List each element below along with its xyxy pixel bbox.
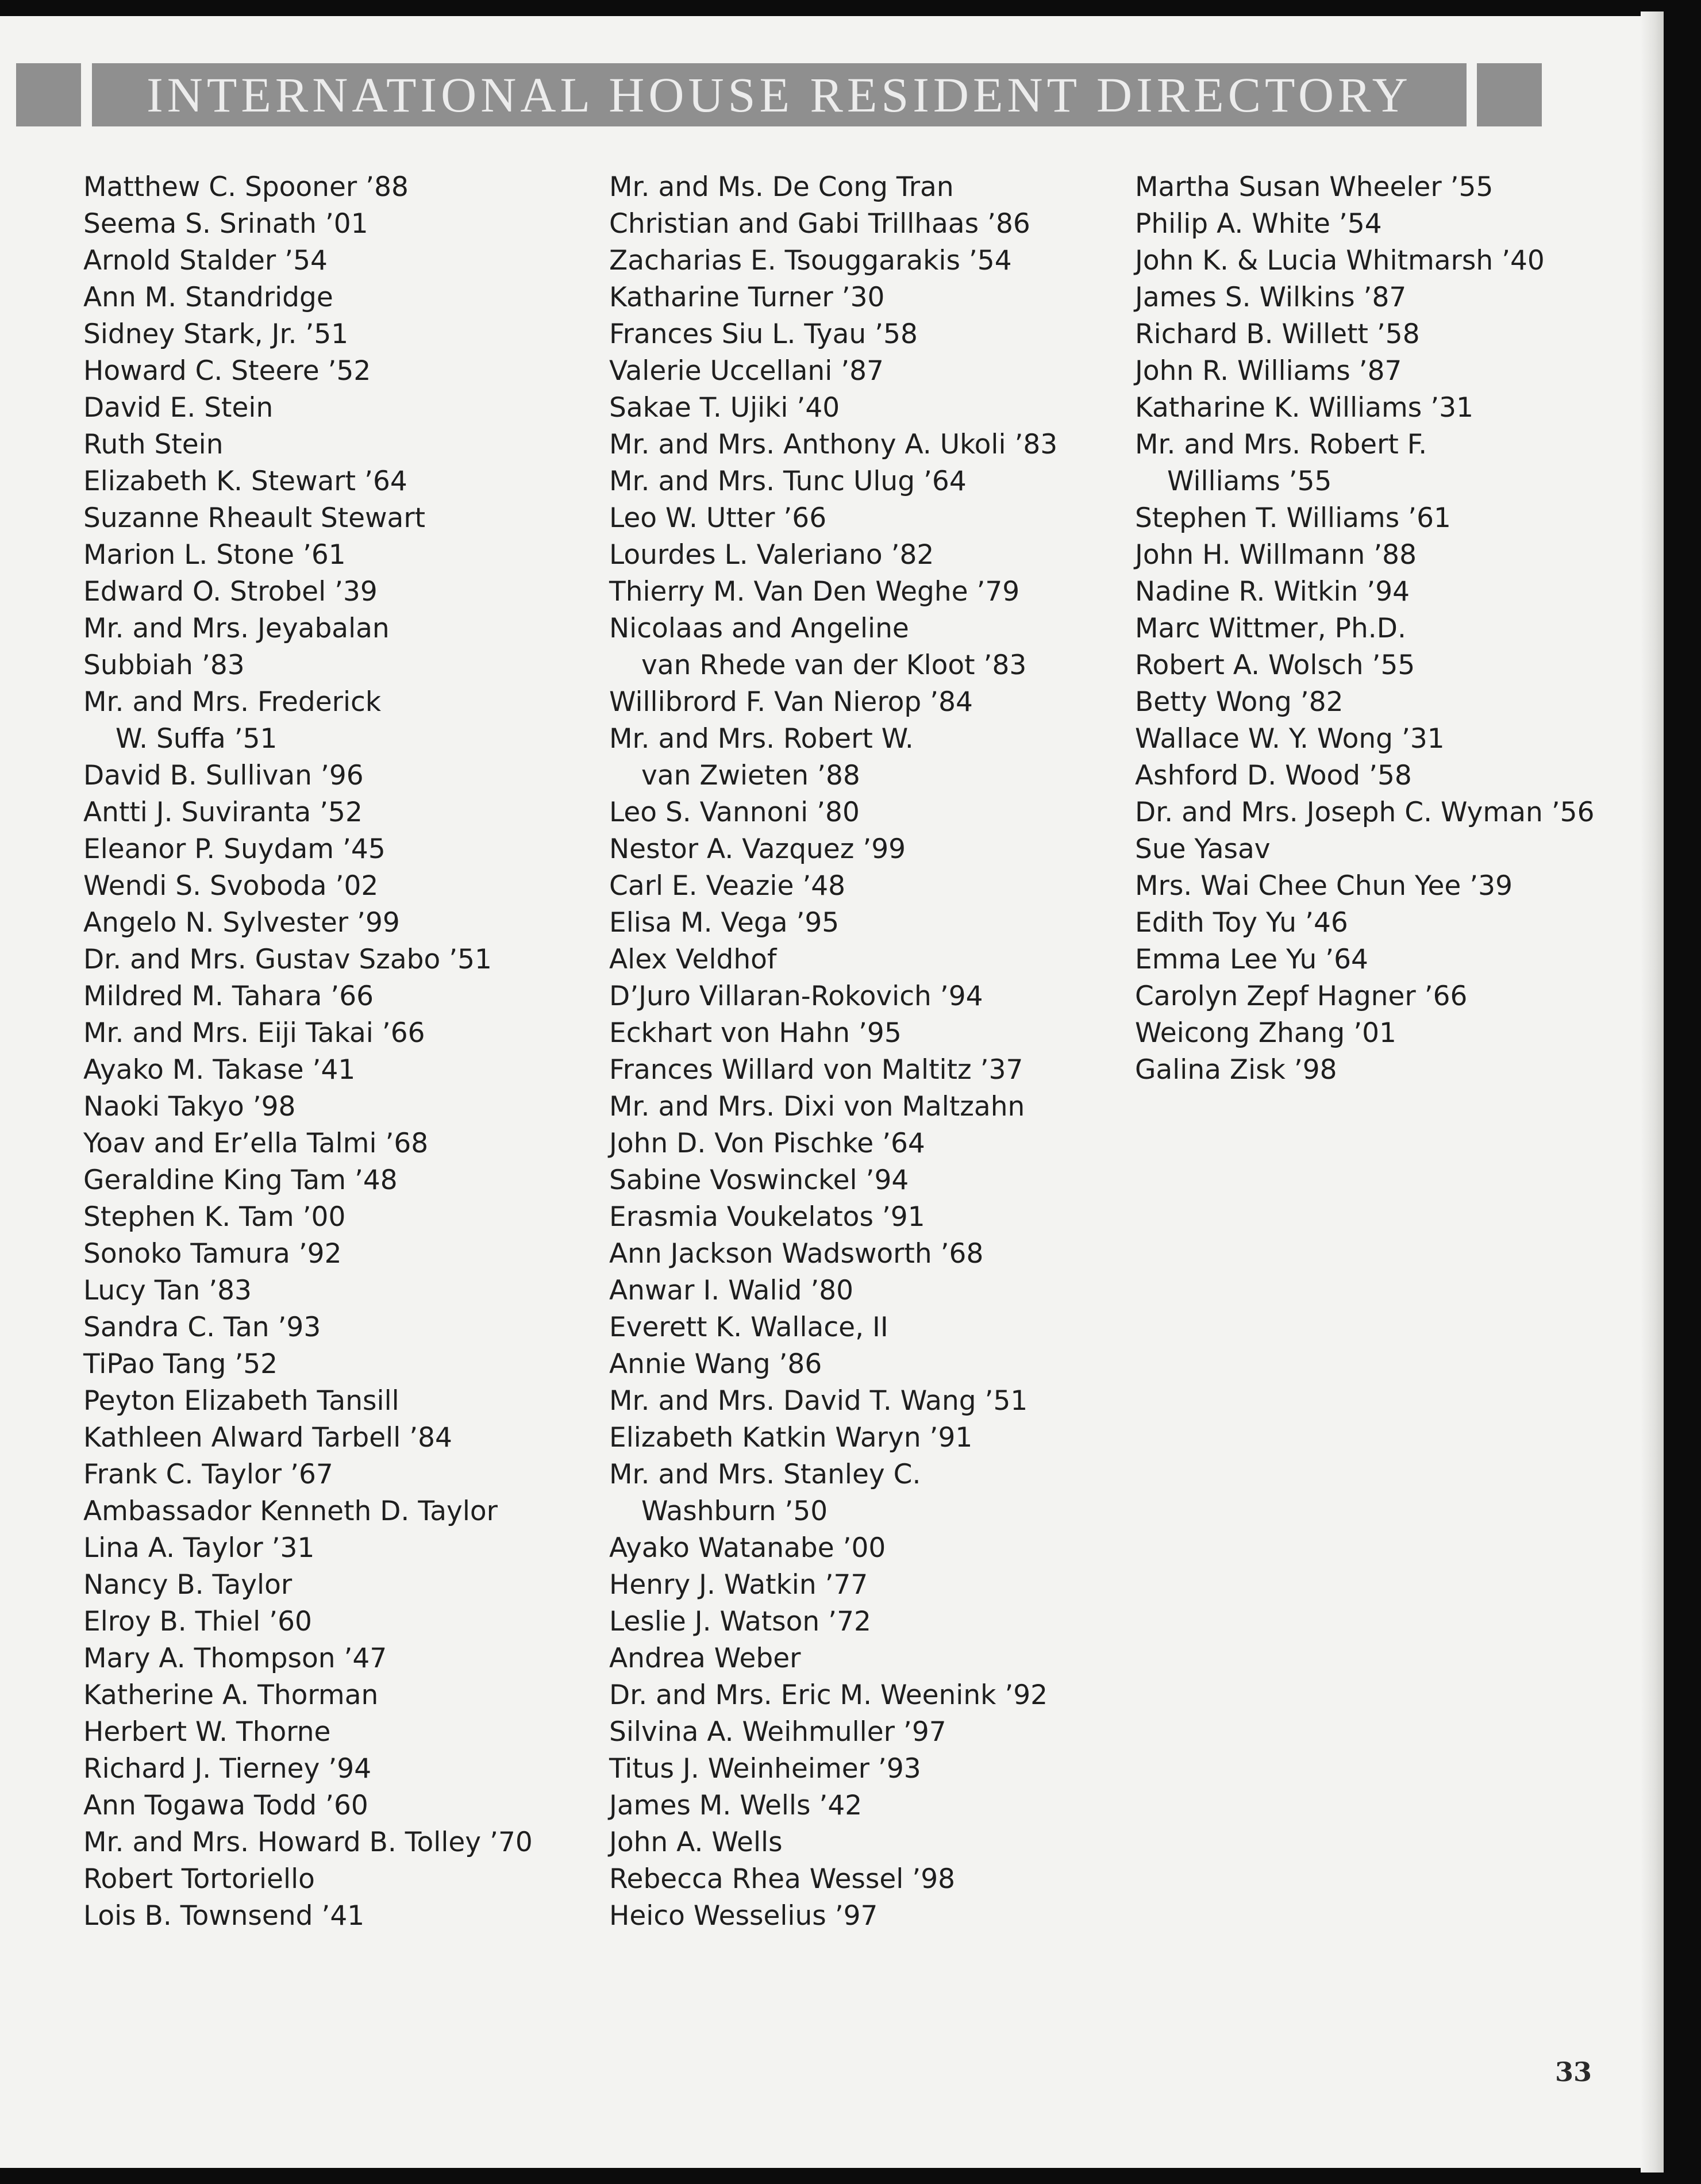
resident-entry: Robert Tortoriello (83, 1863, 315, 1895)
resident-entry: Leo S. Vannoni ’80 (609, 797, 860, 828)
resident-entry: Mr. and Mrs. Tunc Ulug ’64 (609, 466, 967, 497)
resident-entry: Edith Toy Yu ’46 (1135, 907, 1348, 939)
resident-entry: Sandra C. Tan ’93 (83, 1312, 321, 1343)
header-tab-right (1477, 63, 1542, 126)
resident-entry: Weicong Zhang ’01 (1135, 1017, 1396, 1049)
resident-entry: Martha Susan Wheeler ’55 (1135, 171, 1494, 203)
scan-border-right (1662, 0, 1701, 2184)
resident-entry: Elroy B. Thiel ’60 (83, 1606, 312, 1637)
resident-entry: Dr. and Mrs. Joseph C. Wyman ’56 (1135, 797, 1595, 828)
resident-entry: Andrea Weber (609, 1643, 801, 1674)
resident-entry: Annie Wang ’86 (609, 1348, 822, 1380)
resident-entry: Sidney Stark, Jr. ’51 (83, 318, 349, 350)
resident-entry: David E. Stein (83, 392, 274, 424)
resident-entry: Dr. and Mrs. Eric M. Weenink ’92 (609, 1679, 1048, 1711)
resident-entry: Marc Wittmer, Ph.D. (1135, 613, 1406, 644)
resident-entry: Peyton Elizabeth Tansill (83, 1385, 399, 1417)
resident-entry: Washburn ’50 (641, 1495, 828, 1527)
resident-entry: Titus J. Weinheimer ’93 (609, 1753, 921, 1785)
resident-entry: Wallace W. Y. Wong ’31 (1135, 723, 1445, 755)
resident-entry: Arnold Stalder ’54 (83, 245, 328, 276)
resident-entry: Katharine Turner ’30 (609, 282, 885, 313)
directory-column-1 (83, 169, 589, 1935)
page-number: 33 (1554, 2056, 1592, 2087)
resident-entry: Erasmia Voukelatos ’91 (609, 1201, 925, 1233)
resident-entry: Elisa M. Vega ’95 (609, 907, 840, 939)
resident-entry: Mildred M. Tahara ’66 (83, 981, 374, 1012)
resident-entry: Mrs. Wai Chee Chun Yee ’39 (1135, 870, 1513, 902)
resident-entry: Sabine Voswinckel ’94 (609, 1164, 909, 1196)
resident-entry: Seema S. Srinath ’01 (83, 208, 368, 240)
resident-entry: TiPao Tang ’52 (83, 1348, 278, 1380)
resident-entry: Mr. and Mrs. Eiji Takai ’66 (83, 1017, 425, 1049)
resident-entry: Richard J. Tierney ’94 (83, 1753, 372, 1785)
resident-entry: Howard C. Steere ’52 (83, 355, 371, 387)
resident-entry: Ayako Watanabe ’00 (609, 1532, 886, 1564)
resident-entry: Mr. and Mrs. Robert W. (609, 723, 914, 755)
resident-entry: Ann Jackson Wadsworth ’68 (609, 1238, 984, 1270)
resident-entry: Lourdes L. Valeriano ’82 (609, 539, 934, 571)
resident-entry: Nestor A. Vazquez ’99 (609, 833, 906, 865)
resident-entry: Robert A. Wolsch ’55 (1135, 649, 1415, 681)
resident-entry: Mr. and Mrs. Anthony A. Ukoli ’83 (609, 429, 1058, 460)
resident-entry: Eleanor P. Suydam ’45 (83, 833, 386, 865)
resident-entry: John K. & Lucia Whitmarsh ’40 (1135, 245, 1545, 276)
resident-entry: Thierry M. Van Den Weghe ’79 (609, 576, 1020, 607)
directory-column-2 (609, 169, 1115, 1935)
resident-entry: Eckhart von Hahn ’95 (609, 1017, 902, 1049)
resident-entry: Heico Wesselius ’97 (609, 1900, 878, 1932)
page-title: INTERNATIONAL HOUSE RESIDENT DIRECTORY (147, 67, 1412, 122)
resident-entry: Wendi S. Svoboda ’02 (83, 870, 379, 902)
resident-entry: Ann M. Standridge (83, 282, 333, 313)
resident-entry: van Rhede van der Kloot ’83 (641, 649, 1027, 681)
resident-entry: Carl E. Veazie ’48 (609, 870, 846, 902)
resident-entry: Ambassador Kenneth D. Taylor (83, 1495, 498, 1527)
resident-entry: Antti J. Suviranta ’52 (83, 797, 363, 828)
resident-entry: Williams ’55 (1167, 466, 1332, 497)
resident-entry: Silvina A. Weihmuller ’97 (609, 1716, 946, 1748)
resident-entry: Mr. and Mrs. Dixi von Maltzahn (609, 1091, 1025, 1122)
header-banner (92, 63, 1467, 126)
resident-entry: Lucy Tan ’83 (83, 1275, 252, 1306)
resident-entry: W. Suffa ’51 (116, 723, 278, 755)
resident-entry: Sonoko Tamura ’92 (83, 1238, 342, 1270)
scan-border-bottom (0, 2168, 1701, 2184)
resident-entry: Katharine K. Williams ’31 (1135, 392, 1473, 424)
resident-entry: Mr. and Mrs. David T. Wang ’51 (609, 1385, 1028, 1417)
resident-entry: Kathleen Alward Tarbell ’84 (83, 1422, 452, 1454)
resident-entry: Elizabeth Katkin Waryn ’91 (609, 1422, 973, 1454)
resident-entry: Suzanne Rheault Stewart (83, 502, 426, 534)
resident-entry: Mary A. Thompson ’47 (83, 1643, 387, 1674)
resident-entry: Ashford D. Wood ’58 (1135, 760, 1412, 791)
resident-entry: Ayako M. Takase ’41 (83, 1054, 356, 1086)
resident-entry: Naoki Takyo ’98 (83, 1091, 296, 1122)
resident-entry: Alex Veldhof (609, 944, 777, 975)
directory-column-3 (1135, 169, 1641, 1089)
resident-entry: James M. Wells ’42 (609, 1790, 863, 1821)
resident-entry: Mr. and Mrs. Jeyabalan (83, 613, 390, 644)
resident-entry: Edward O. Strobel ’39 (83, 576, 378, 607)
resident-entry: Nancy B. Taylor (83, 1569, 293, 1601)
resident-entry: Lois B. Townsend ’41 (83, 1900, 365, 1932)
resident-entry: Frances Willard von Maltitz ’37 (609, 1054, 1023, 1086)
resident-entry: Marion L. Stone ’61 (83, 539, 346, 571)
resident-entry: D’Juro Villaran-Rokovich ’94 (609, 981, 983, 1012)
resident-entry: Lina A. Taylor ’31 (83, 1532, 315, 1564)
resident-entry: Anwar I. Walid ’80 (609, 1275, 854, 1306)
resident-entry: Sue Yasav (1135, 833, 1271, 865)
resident-entry: Rebecca Rhea Wessel ’98 (609, 1863, 956, 1895)
resident-entry: Katherine A. Thorman (83, 1679, 379, 1711)
resident-entry: Mr. and Mrs. Robert F. (1135, 429, 1427, 460)
resident-entry: Nadine R. Witkin ’94 (1135, 576, 1410, 607)
resident-entry: David B. Sullivan ’96 (83, 760, 364, 791)
resident-entry: Mr. and Mrs. Stanley C. (609, 1459, 921, 1490)
resident-entry: Galina Zisk ’98 (1135, 1054, 1337, 1086)
resident-entry: Leslie J. Watson ’72 (609, 1606, 871, 1637)
resident-entry: Frank C. Taylor ’67 (83, 1459, 333, 1490)
resident-entry: Sakae T. Ujiki ’40 (609, 392, 840, 424)
resident-entry: Nicolaas and Angeline (609, 613, 909, 644)
resident-entry: Christian and Gabi Trillhaas ’86 (609, 208, 1030, 240)
header-tab-left (16, 63, 81, 126)
resident-entry: Henry J. Watkin ’77 (609, 1569, 868, 1601)
resident-entry: Subbiah ’83 (83, 649, 245, 681)
scan-border-top (0, 0, 1701, 16)
resident-entry: Betty Wong ’82 (1135, 686, 1344, 718)
resident-entry: Yoav and Er’ella Talmi ’68 (83, 1128, 429, 1159)
resident-entry: Valerie Uccellani ’87 (609, 355, 884, 387)
resident-entry: Angelo N. Sylvester ’99 (83, 907, 400, 939)
resident-entry: Frances Siu L. Tyau ’58 (609, 318, 918, 350)
resident-entry: Everett K. Wallace, II (609, 1312, 888, 1343)
resident-entry: John D. Von Pischke ’64 (609, 1128, 925, 1159)
resident-entry: John A. Wells (609, 1827, 783, 1858)
resident-entry: Leo W. Utter ’66 (609, 502, 827, 534)
resident-entry: Elizabeth K. Stewart ’64 (83, 466, 407, 497)
resident-entry: Ann Togawa Todd ’60 (83, 1790, 368, 1821)
resident-entry: Richard B. Willett ’58 (1135, 318, 1420, 350)
resident-entry: John R. Williams ’87 (1135, 355, 1402, 387)
resident-entry: van Zwieten ’88 (641, 760, 860, 791)
resident-entry: Zacharias E. Tsouggarakis ’54 (609, 245, 1012, 276)
resident-entry: Emma Lee Yu ’64 (1135, 944, 1368, 975)
resident-entry: Dr. and Mrs. Gustav Szabo ’51 (83, 944, 492, 975)
page-edge-shadow (1641, 11, 1664, 2173)
resident-entry: James S. Wilkins ’87 (1135, 282, 1407, 313)
resident-entry: Matthew C. Spooner ’88 (83, 171, 409, 203)
resident-entry: Geraldine King Tam ’48 (83, 1164, 398, 1196)
resident-entry: Willibrord F. Van Nierop ’84 (609, 686, 973, 718)
resident-entry: Mr. and Mrs. Howard B. Tolley ’70 (83, 1827, 533, 1858)
resident-entry: Carolyn Zepf Hagner ’66 (1135, 981, 1468, 1012)
resident-entry: Mr. and Mrs. Frederick (83, 686, 382, 718)
resident-entry: John H. Willmann ’88 (1135, 539, 1417, 571)
resident-entry: Mr. and Ms. De Cong Tran (609, 171, 954, 203)
resident-entry: Herbert W. Thorne (83, 1716, 331, 1748)
resident-entry: Stephen T. Williams ’61 (1135, 502, 1451, 534)
resident-entry: Philip A. White ’54 (1135, 208, 1382, 240)
resident-entry: Stephen K. Tam ’00 (83, 1201, 346, 1233)
resident-entry: Ruth Stein (83, 429, 224, 460)
